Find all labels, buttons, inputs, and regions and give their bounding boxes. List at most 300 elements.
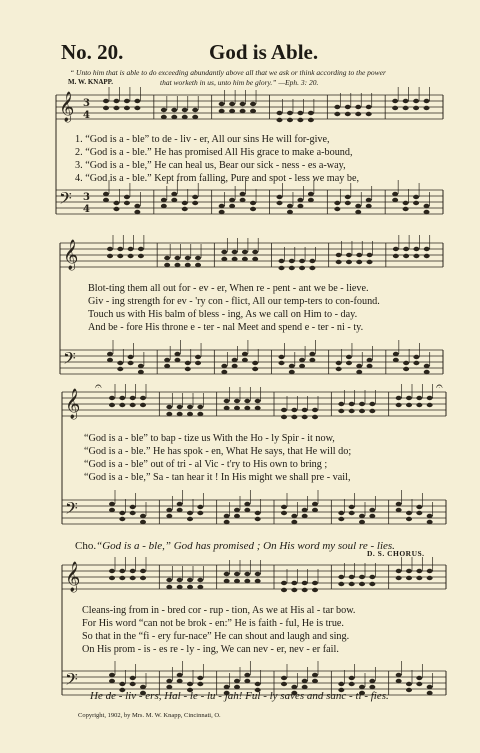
note-head: [166, 412, 172, 416]
note-head: [130, 569, 136, 573]
note-head: [177, 585, 183, 589]
note-head: [197, 676, 203, 680]
note-head: [224, 572, 230, 576]
note-head: [396, 576, 402, 580]
note-head: [279, 259, 285, 263]
note-head: [291, 514, 297, 518]
note-head: [117, 367, 123, 371]
note-head: [427, 403, 433, 407]
note-head: [424, 106, 430, 110]
note-head: [312, 502, 318, 506]
note-head: [177, 508, 183, 512]
note-head: [299, 259, 305, 263]
note-head: [302, 508, 308, 512]
note-head: [416, 682, 422, 686]
note-head: [345, 105, 351, 109]
note-head: [308, 118, 314, 122]
note-head: [124, 106, 130, 110]
note-head: [312, 508, 318, 512]
note-head: [345, 201, 351, 205]
note-head: [164, 364, 170, 368]
note-head: [187, 682, 193, 686]
note-head: [161, 204, 167, 208]
note-head: [252, 257, 258, 261]
note-head: [197, 412, 203, 416]
note-head: [119, 403, 125, 407]
note-head: [234, 514, 240, 518]
note-head: [403, 254, 409, 258]
note-head: [312, 673, 318, 677]
fermata-mark: 𝄐: [436, 379, 443, 393]
note-head: [255, 406, 261, 410]
note-head: [356, 253, 362, 257]
note-head: [164, 256, 170, 260]
note-head: [113, 106, 119, 110]
note-head: [244, 679, 250, 683]
note-head: [130, 396, 136, 400]
note-head: [359, 409, 365, 413]
note-head: [219, 109, 225, 113]
lyric-line: “God is a - ble,” Sa - tan hear it ! In His might we shall pre - vail,: [84, 472, 351, 483]
note-head: [128, 247, 134, 251]
note-head: [107, 247, 113, 251]
note-head: [403, 106, 409, 110]
note-head: [242, 257, 248, 261]
note-head: [406, 403, 412, 407]
note-head: [255, 517, 261, 521]
note-head: [219, 102, 225, 106]
note-head: [349, 409, 355, 413]
note-head: [369, 508, 375, 512]
note-head: [287, 118, 293, 122]
note-head: [302, 685, 308, 689]
note-head: [109, 576, 115, 580]
note-head: [182, 115, 188, 119]
note-head: [392, 198, 398, 202]
note-head: [369, 582, 375, 586]
note-head: [302, 514, 308, 518]
note-head: [393, 254, 399, 258]
treble-clef: 𝄞: [59, 92, 75, 122]
lyric-line: “God is a - ble.” He has spok - en, What He says, that He will do;: [84, 446, 352, 457]
note-head: [291, 415, 297, 419]
lyric-line: “God is a - ble” to bap - tize us With the Ho - ly Spir - it now,: [84, 433, 335, 444]
note-head: [359, 685, 365, 689]
note-head: [232, 257, 238, 261]
note-head: [240, 192, 246, 196]
note-head: [242, 352, 248, 356]
note-head: [406, 517, 412, 521]
note-head: [427, 576, 433, 580]
note-head: [174, 358, 180, 362]
note-head: [302, 581, 308, 585]
note-head: [119, 396, 125, 400]
note-head: [392, 99, 398, 103]
note-head: [232, 364, 238, 368]
note-head: [277, 118, 283, 122]
note-head: [240, 109, 246, 113]
note-head: [250, 207, 256, 211]
note-head: [138, 254, 144, 258]
note-head: [250, 201, 256, 205]
note-head: [221, 364, 227, 368]
note-head: [416, 576, 422, 580]
note-head: [134, 210, 140, 214]
time-signature: 3: [83, 98, 90, 109]
chorus-text: “God is a - ble,” God has promised ; On His word my soul re - lies.: [96, 540, 395, 552]
note-head: [234, 685, 240, 689]
note-head: [334, 112, 340, 116]
note-head: [312, 581, 318, 585]
note-head: [427, 396, 433, 400]
note-head: [403, 361, 409, 365]
note-head: [255, 579, 261, 583]
note-head: [244, 673, 250, 677]
note-head: [255, 682, 261, 686]
note-head: [403, 207, 409, 211]
note-head: [297, 198, 303, 202]
note-head: [134, 99, 140, 103]
note-head: [367, 364, 373, 368]
note-head: [291, 581, 297, 585]
note-head: [277, 195, 283, 199]
note-head: [349, 511, 355, 515]
note-head: [355, 105, 361, 109]
note-head: [281, 408, 287, 412]
note-head: [289, 266, 295, 270]
note-head: [174, 352, 180, 356]
note-head: [308, 192, 314, 196]
note-head: [124, 201, 130, 205]
note-head: [277, 111, 283, 115]
ds-chorus-marking: D. S. CHORUS.: [367, 549, 425, 558]
note-head: [287, 111, 293, 115]
note-head: [349, 676, 355, 680]
note-head: [177, 412, 183, 416]
note-head: [195, 361, 201, 365]
note-head: [177, 673, 183, 677]
note-head: [244, 399, 250, 403]
note-head: [396, 502, 402, 506]
bass-clef: 𝄢: [65, 498, 78, 522]
note-head: [369, 514, 375, 518]
note-head: [187, 585, 193, 589]
note-head: [336, 260, 342, 264]
fermata-mark: 𝄐: [95, 379, 102, 393]
epigraph-line-2: that worketh in us, unto him be glory.” —Eph. 3: 20.: [160, 78, 319, 87]
note-head: [182, 207, 188, 211]
note-head: [221, 370, 227, 374]
treble-clef: 𝄞: [63, 240, 79, 270]
note-head: [224, 514, 230, 518]
note-head: [291, 685, 297, 689]
note-head: [289, 259, 295, 263]
note-head: [289, 364, 295, 368]
note-head: [413, 195, 419, 199]
note-head: [281, 581, 287, 585]
note-head: [396, 396, 402, 400]
note-head: [406, 682, 412, 686]
note-head: [244, 572, 250, 576]
time-signature: 4: [83, 110, 90, 121]
note-head: [413, 201, 419, 205]
note-head: [109, 679, 115, 683]
note-head: [119, 576, 125, 580]
note-head: [185, 361, 191, 365]
note-head: [413, 99, 419, 103]
note-head: [299, 358, 305, 362]
note-head: [369, 679, 375, 683]
note-head: [359, 575, 365, 579]
note-head: [197, 505, 203, 509]
note-head: [406, 576, 412, 580]
note-head: [281, 505, 287, 509]
note-head: [244, 579, 250, 583]
note-head: [195, 256, 201, 260]
note-head: [252, 361, 258, 365]
note-head: [192, 201, 198, 205]
note-head: [224, 399, 230, 403]
note-head: [396, 508, 402, 512]
note-head: [413, 361, 419, 365]
note-head: [192, 195, 198, 199]
note-head: [369, 409, 375, 413]
note-head: [369, 402, 375, 406]
note-head: [277, 201, 283, 205]
note-head: [308, 111, 314, 115]
note-head: [171, 198, 177, 202]
note-head: [117, 361, 123, 365]
lyric-line: 4. “God is a - ble.” Kept from falling, Pure and spot - less we may be,: [75, 173, 360, 184]
note-head: [359, 514, 365, 518]
note-head: [229, 102, 235, 106]
note-head: [366, 204, 372, 208]
note-head: [229, 109, 235, 113]
note-head: [369, 685, 375, 689]
note-head: [403, 201, 409, 205]
note-head: [109, 569, 115, 573]
note-head: [349, 575, 355, 579]
note-head: [406, 396, 412, 400]
note-head: [312, 679, 318, 683]
note-head: [424, 204, 430, 208]
note-head: [244, 406, 250, 410]
note-head: [356, 260, 362, 264]
note-head: [396, 673, 402, 677]
note-head: [197, 578, 203, 582]
note-head: [396, 403, 402, 407]
note-head: [346, 361, 352, 365]
note-head: [113, 207, 119, 211]
note-head: [234, 679, 240, 683]
note-head: [103, 192, 109, 196]
note-head: [140, 514, 146, 518]
note-head: [140, 403, 146, 407]
note-head: [359, 520, 365, 524]
note-head: [416, 511, 422, 515]
note-head: [234, 406, 240, 410]
note-head: [355, 210, 361, 214]
note-head: [349, 682, 355, 686]
note-head: [287, 204, 293, 208]
note-head: [138, 370, 144, 374]
note-head: [234, 399, 240, 403]
note-head: [119, 511, 125, 515]
note-head: [252, 250, 258, 254]
note-head: [161, 198, 167, 202]
note-head: [359, 402, 365, 406]
note-head: [185, 263, 191, 267]
bass-clef: 𝄢: [59, 188, 72, 212]
note-head: [224, 520, 230, 524]
note-head: [279, 355, 285, 359]
note-head: [107, 352, 113, 356]
note-head: [128, 361, 134, 365]
note-head: [366, 198, 372, 202]
note-head: [297, 111, 303, 115]
note-head: [138, 364, 144, 368]
note-head: [424, 254, 430, 258]
note-head: [195, 355, 201, 359]
epigraph-author: M. W. KNAPP.: [68, 78, 114, 86]
note-head: [166, 585, 172, 589]
note-head: [297, 118, 303, 122]
note-head: [334, 201, 340, 205]
epigraph-line-1: “ Unto him that is able to do exceeding abundantly above all that we ask or think according to the power: [70, 68, 386, 77]
note-head: [242, 250, 248, 254]
note-head: [244, 508, 250, 512]
note-head: [187, 578, 193, 582]
note-head: [403, 367, 409, 371]
treble-clef: 𝄞: [65, 562, 81, 592]
note-head: [338, 682, 344, 686]
time-signature: 3: [83, 192, 90, 203]
note-head: [291, 588, 297, 592]
note-head: [117, 254, 123, 258]
note-head: [338, 409, 344, 413]
note-head: [393, 247, 399, 251]
note-head: [255, 572, 261, 576]
time-signature: 4: [83, 204, 90, 215]
note-head: [338, 402, 344, 406]
note-head: [355, 204, 361, 208]
note-head: [416, 403, 422, 407]
lyric-line: “God is a - ble” out of tri - al Vic - t'ry to His own to bring ;: [84, 459, 328, 470]
lyric-line: So that in the “fi - ery fur-nace” He can shout and laugh and sing.: [82, 631, 350, 642]
note-head: [356, 364, 362, 368]
note-head: [161, 108, 167, 112]
note-head: [250, 109, 256, 113]
note-head: [346, 260, 352, 264]
note-head: [130, 403, 136, 407]
note-head: [219, 204, 225, 208]
note-head: [234, 579, 240, 583]
note-head: [161, 115, 167, 119]
note-head: [182, 201, 188, 205]
note-head: [103, 99, 109, 103]
note-head: [406, 688, 412, 692]
final-chorus-line: He de - liv - ers, Hal - le - lu - jah! Ful - ly saves and sanc - ti - fies.: [90, 690, 389, 702]
note-head: [309, 358, 315, 362]
note-head: [427, 514, 433, 518]
lyric-line: For His word “can not be brok - en:” He is faith - ful, He is true.: [82, 618, 344, 629]
note-head: [299, 364, 305, 368]
note-head: [221, 250, 227, 254]
note-head: [255, 399, 261, 403]
note-head: [366, 112, 372, 116]
note-head: [229, 204, 235, 208]
note-head: [109, 502, 115, 506]
note-head: [413, 355, 419, 359]
note-head: [427, 520, 433, 524]
note-head: [346, 253, 352, 257]
note-head: [134, 106, 140, 110]
note-head: [312, 415, 318, 419]
note-head: [140, 685, 146, 689]
note-head: [140, 576, 146, 580]
note-head: [109, 403, 115, 407]
note-head: [416, 569, 422, 573]
note-head: [107, 254, 113, 258]
note-head: [338, 575, 344, 579]
note-head: [406, 569, 412, 573]
note-head: [336, 253, 342, 257]
note-head: [119, 682, 125, 686]
note-head: [109, 508, 115, 512]
note-head: [174, 256, 180, 260]
lyric-line: 3. “God is a - ble,” He can heal us, Bear our sick - ness - es a-way,: [75, 160, 346, 171]
note-head: [113, 201, 119, 205]
note-head: [345, 112, 351, 116]
note-head: [103, 106, 109, 110]
note-head: [197, 405, 203, 409]
note-head: [250, 102, 256, 106]
hymn-title: God is Able.: [209, 40, 319, 64]
note-head: [109, 396, 115, 400]
note-head: [346, 355, 352, 359]
lyric-line: On His prom - is - es re - ly - ing, We can nev - er, nev - er fail.: [82, 644, 339, 655]
note-head: [244, 502, 250, 506]
note-head: [187, 412, 193, 416]
note-head: [427, 569, 433, 573]
note-head: [427, 685, 433, 689]
note-head: [130, 505, 136, 509]
chorus-label: Cho.: [75, 540, 97, 552]
note-head: [197, 682, 203, 686]
note-head: [281, 588, 287, 592]
note-head: [192, 108, 198, 112]
note-head: [119, 569, 125, 573]
note-head: [406, 511, 412, 515]
note-head: [424, 210, 430, 214]
note-head: [177, 679, 183, 683]
note-head: [302, 588, 308, 592]
note-head: [134, 204, 140, 208]
note-head: [130, 511, 136, 515]
note-head: [309, 266, 315, 270]
note-head: [255, 511, 261, 515]
note-head: [185, 256, 191, 260]
note-head: [232, 358, 238, 362]
note-head: [252, 367, 258, 371]
note-head: [197, 585, 203, 589]
note-head: [182, 108, 188, 112]
note-head: [312, 408, 318, 412]
note-head: [338, 511, 344, 515]
note-head: [349, 582, 355, 586]
note-head: [109, 673, 115, 677]
note-head: [424, 99, 430, 103]
